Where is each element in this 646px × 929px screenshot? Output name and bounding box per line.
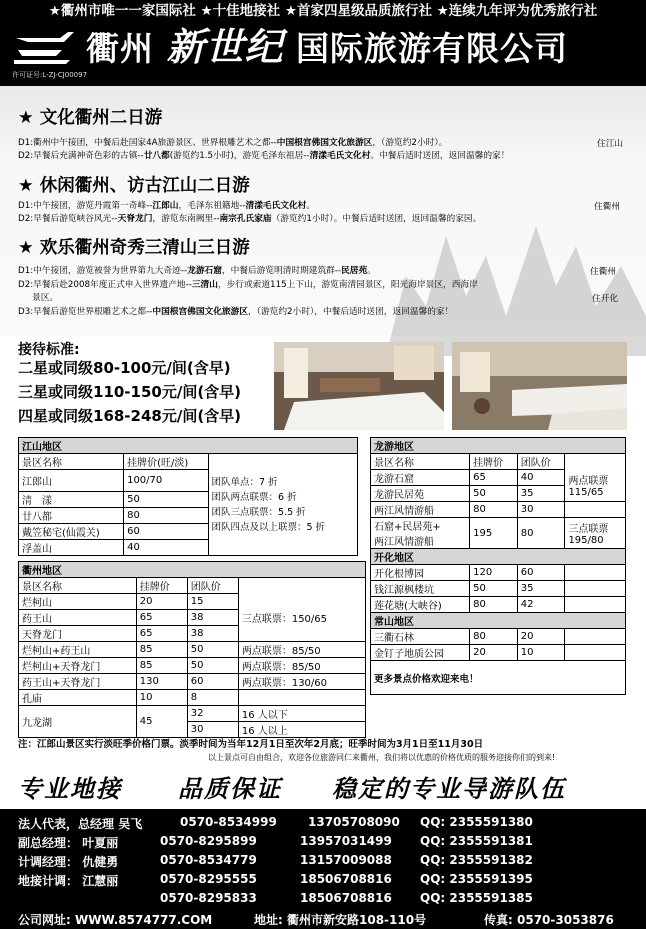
trip-3-day-1: D1:中午接团，游览被誉为世界第九大奇迹--龙游石窟，中餐后游览明清时期建筑群--民居苑。 xyxy=(18,266,376,276)
table-cell: 江郎山 xyxy=(19,470,124,492)
table-cell: 100/70 xyxy=(124,470,208,492)
table-cell: 金钉子地质公园 xyxy=(371,645,470,661)
contact-qq: QQ: 2355591380 xyxy=(420,815,533,829)
standard-line-4star: 四星或同级168-248元/间(含早) xyxy=(18,407,242,425)
table-cell: 天脊龙门 xyxy=(19,626,137,642)
table-header: 景区名称 xyxy=(19,454,124,470)
footer-address: 地址: 衢州市新安路108-110号 xyxy=(254,913,427,927)
footer-fax: 传真: 0570-3053876 xyxy=(484,913,614,927)
table-cell: 廿八都 xyxy=(19,508,124,524)
more-prices-note: 更多景点价格欢迎来电！ xyxy=(371,661,626,695)
contact-row: 法人代表，总经理 吴飞 xyxy=(18,817,143,831)
table-cell: 戴笠秘宅(仙霞关) xyxy=(19,524,124,540)
table-cell: 龙游民居苑 xyxy=(371,486,470,502)
table-header: 挂牌价 xyxy=(136,578,187,594)
footer-web: 公司网址: WWW.8574777.COM xyxy=(18,913,213,927)
contact-row: 计调经理： 仇健勇 xyxy=(18,855,119,869)
table-cell: 120 xyxy=(470,565,518,581)
standard-line-2star: 二星或同级80-100元/间(含早) xyxy=(18,359,231,377)
trip-title-text: 休闲衢州、访古江山二日游 xyxy=(39,176,250,196)
trip-1-day-1: D1:衢州中午接团，中餐后赴国家4A旅游景区、世界根雕艺术之都--中国根宫佛国文化旅游区，（游览约2小时）。 xyxy=(18,138,448,148)
price-note: 注：江郎山景区实行淡旺季价格门票。淡季时间为当年12月1日至次年2月底；旺季时间为3月1日至11月30日 xyxy=(18,739,484,750)
contact-mobile: 18506708816 xyxy=(300,872,392,886)
table-cell: 60 xyxy=(124,524,208,540)
hotel-room-photo-1 xyxy=(274,342,444,430)
table-cell: 35 xyxy=(517,486,565,502)
table-header: 景区名称 xyxy=(19,578,137,594)
table-cell: 50 xyxy=(187,658,238,674)
company-name-suffix: 国际旅游有限公司 xyxy=(296,29,569,68)
table-cell: 20 xyxy=(517,629,565,645)
table-header: 景区名称 xyxy=(371,454,470,470)
trip-2-day-1: D1:中午接团，游览丹霞第一奇峰--江郎山，毛泽东祖籍地--清漾毛氏文化村。 xyxy=(18,201,316,211)
table-cell: 孔庙 xyxy=(19,690,137,706)
table-cell: 60 xyxy=(187,674,238,690)
honor-slogan: ★衢州市唯一一家国际社 ★十佳地接社 ★首家四星级品质旅行社 ★连续九年评为优秀旅行社 xyxy=(48,3,598,19)
longyou-combo-2: 两点联票 115/65 xyxy=(565,470,626,502)
contact-mobile: 13705708090 xyxy=(308,815,400,829)
trip-title-text: 文化衢州二日游 xyxy=(39,108,163,128)
table-header: 团队价 xyxy=(517,454,565,470)
contact-footer xyxy=(0,809,646,929)
slogan-1: 专业地接 xyxy=(18,774,122,803)
table-cell: 50 xyxy=(187,642,238,658)
table-cell: 烂柯山 xyxy=(19,594,137,610)
table-cell: 10 xyxy=(517,645,565,661)
contact-phone: 0570-8295833 xyxy=(160,891,257,905)
trip-2-day-2: D2:早餐后游览峡谷风光--天脊龙门，游览东南阙里--南宗孔氏家庙（游览约1小时）。中餐后适时送团，返回温馨的家园。 xyxy=(18,214,482,224)
table-cell: 三衢石林 xyxy=(371,629,470,645)
table-header: 挂牌价(旺/淡) xyxy=(124,454,208,470)
company-name-prefix: 衢州 xyxy=(86,29,154,68)
table-cell: 药王山+天脊龙门 xyxy=(19,674,137,690)
table-cell: 65 xyxy=(136,610,187,626)
table-cell: 30 xyxy=(187,722,238,738)
contact-qq: QQ: 2355591381 xyxy=(420,834,533,848)
company-brand: 新世纪 xyxy=(166,24,284,69)
table-cell: 42 xyxy=(517,597,565,613)
table-cell: 50 xyxy=(470,486,518,502)
standard-line-3star: 三星或同级110-150元/间(含早) xyxy=(18,383,242,401)
company-logo-icon xyxy=(10,26,80,66)
table-cell: 两点联票：85/50 xyxy=(238,658,365,674)
big-slogan xyxy=(0,765,646,805)
table-cell: 浮盖山 xyxy=(19,540,124,556)
contact-phone: 0570-8534999 xyxy=(180,815,277,829)
trip-3-stay-1: 住衢州 xyxy=(590,267,617,277)
table-cell: 龙游石窟 xyxy=(371,470,470,486)
contact-mobile: 13957031499 xyxy=(300,834,392,848)
table-cell: 莲花塘(大峡谷) xyxy=(371,597,470,613)
longyou-table xyxy=(370,437,626,695)
table-cell: 80 xyxy=(470,597,518,613)
table-cell: 60 xyxy=(517,565,565,581)
table-cell: 两点联票：130/60 xyxy=(238,674,365,690)
table-cell: 38 xyxy=(187,610,238,626)
contact-row: 副总经理： 叶夏丽 xyxy=(18,836,119,850)
trip-1-day-2: D2:早餐后充满神奇色彩的古镇--廿八都(游览约1.5小时)，游览毛泽东祖居--清漾毛氏文化村。中餐后适时送团，返回温馨的家！ xyxy=(18,151,510,161)
trip-title-text: 欢乐衢州奇秀三清山三日游 xyxy=(39,238,250,258)
table-section-title: 龙游地区 xyxy=(371,438,626,454)
table-header: 团队价 xyxy=(187,578,238,594)
table-cell: 20 xyxy=(136,594,187,610)
table-cell: 80 xyxy=(517,518,565,549)
trip-3-title: ★ 欢乐衢州奇秀三清山三日游 xyxy=(18,238,250,258)
table-cell: 130 xyxy=(136,674,187,690)
table-cell: 药王山 xyxy=(19,610,137,626)
jiangshan-table xyxy=(18,437,366,556)
trip-3-day-2: D2:早餐后赴2008年度正式申入世界遗产地--三清山，步行或索道115上下山，游览南清园景区，阳光海岸景区，西海岸 xyxy=(18,280,478,290)
contact-mobile: 13157009088 xyxy=(300,853,392,867)
table-cell: 65 xyxy=(470,470,518,486)
quzhou-combo-3: 三点联票：150/65 xyxy=(238,594,365,642)
table-cell: 80 xyxy=(124,508,208,524)
welcome-note: 以上景点可自由组合，欢迎各位旅游同仁来衢州，我们将以优惠的价格优质的服务迎接你们的到来! xyxy=(208,753,556,762)
longyou-combo-3: 三点联票 195/80 xyxy=(565,518,626,549)
contact-mobile: 18506708816 xyxy=(300,891,392,905)
table-cell: 35 xyxy=(517,581,565,597)
table-cell: 50 xyxy=(124,492,208,508)
table-cell: 清 漾 xyxy=(19,492,124,508)
table-cell: 32 xyxy=(187,706,238,722)
contact-qq: QQ: 2355591385 xyxy=(420,891,533,905)
company-name xyxy=(86,26,642,68)
top-banner xyxy=(0,0,646,86)
table-header: 挂牌价 xyxy=(470,454,518,470)
table-cell: 50 xyxy=(470,581,518,597)
slogan-3: 稳定的专业导游队伍 xyxy=(332,774,566,803)
hotel-room-photo-2 xyxy=(452,342,627,430)
contact-row: 地接计调： 江慧丽 xyxy=(18,874,119,888)
contact-phone: 0570-8295899 xyxy=(160,834,257,848)
contact-phone: 0570-8534779 xyxy=(160,853,257,867)
table-cell: 85 xyxy=(136,658,187,674)
table-cell: 两点联票：85/50 xyxy=(238,642,365,658)
table-cell: 钱江源枫楼坑 xyxy=(371,581,470,597)
table-cell: 30 xyxy=(517,502,565,518)
table-cell: 16 人以下 xyxy=(238,706,365,722)
trip-2-stay: 住衢州 xyxy=(594,202,621,212)
trip-3-day-2-cont: 景区。 xyxy=(32,293,59,303)
table-cell: 两江风情游船 xyxy=(371,502,470,518)
table-section-title: 常山地区 xyxy=(371,613,626,629)
table-cell: 8 xyxy=(187,690,238,706)
table-cell: 烂柯山+天脊龙门 xyxy=(19,658,137,674)
table-cell: 10 xyxy=(136,690,187,706)
table-section-title: 江山地区 xyxy=(19,438,358,454)
trip-2-title: ★ 休闲衢州、访古江山二日游 xyxy=(18,176,250,196)
contact-qq: QQ: 2355591395 xyxy=(420,872,533,886)
table-cell: 20 xyxy=(470,645,518,661)
table-cell: 石窟+民居苑+ 两江风情游船 xyxy=(371,518,470,549)
license-number: 许可证号:L-ZJ-CJ00097 xyxy=(12,71,88,79)
table-cell: 195 xyxy=(470,518,518,549)
quzhou-table xyxy=(18,561,366,738)
trip-1-title: ★ 文化衢州二日游 xyxy=(18,108,163,128)
table-cell: 80 xyxy=(470,629,518,645)
table-cell: 九龙湖 xyxy=(19,706,137,738)
jiangshan-group-discounts: 团队单点：7 折 团队两点联票：6 折 团队三点联票：5.5 折 团队四点及以上联票：5 折 xyxy=(208,454,357,556)
table-cell: 65 xyxy=(136,626,187,642)
trip-3-day-3: D3:早餐后游览世界根雕艺术之都--中国根宫佛国文化旅游区，（游览约2小时），中餐后适时送团，返回温馨的家！ xyxy=(18,307,454,317)
table-cell: 40 xyxy=(124,540,208,556)
slogan-2: 品质保证 xyxy=(178,774,282,803)
table-cell: 40 xyxy=(517,470,565,486)
table-cell: 15 xyxy=(187,594,238,610)
trip-3-stay-2: 住开化 xyxy=(592,294,619,304)
table-section-title: 开化地区 xyxy=(371,549,626,565)
table-cell: 16 人以上 xyxy=(238,722,365,738)
table-cell: 45 xyxy=(136,706,187,738)
contact-phone: 0570-8295555 xyxy=(160,872,257,886)
table-cell: 85 xyxy=(136,642,187,658)
table-cell: 38 xyxy=(187,626,238,642)
standard-title: 接待标准: xyxy=(18,342,80,358)
contact-qq: QQ: 2355591382 xyxy=(420,853,533,867)
table-cell: 80 xyxy=(470,502,518,518)
table-section-title: 衢州地区 xyxy=(19,562,366,578)
trip-1-stay: 住江山 xyxy=(597,139,624,149)
table-cell: 开化根博园 xyxy=(371,565,470,581)
table-cell: 烂柯山+药王山 xyxy=(19,642,137,658)
